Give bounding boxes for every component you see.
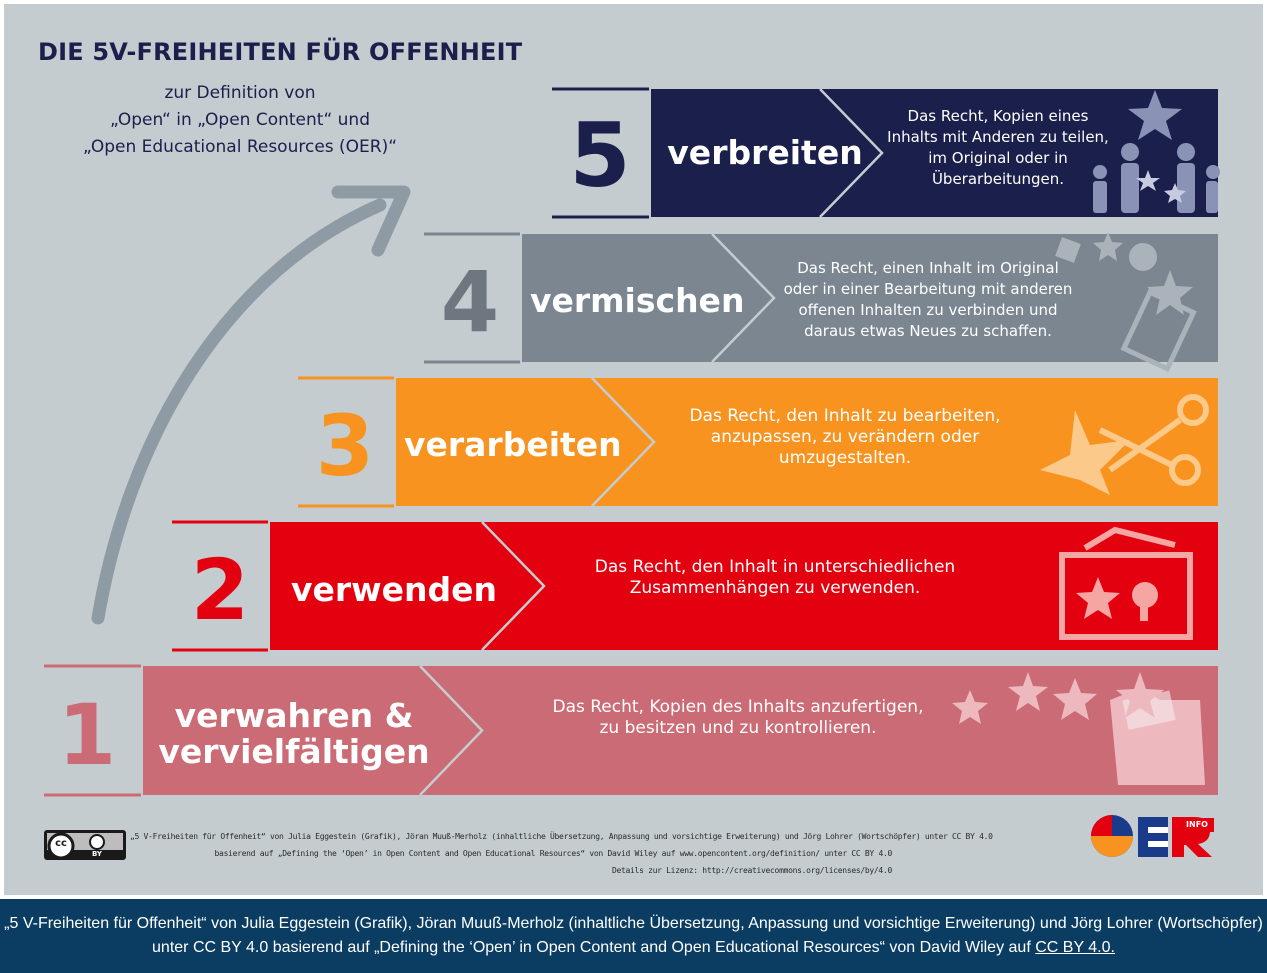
- cc-badge-by-text: BY: [91, 850, 103, 858]
- credit-line: „5 V-Freiheiten für Offenheit“ von Julia Eggestein (Grafik), Jöran Muuß-Merholz (inhaltliche Übersetzung, Anpassung und vorsichtige Erweiterung) und Jörg Lohrer (Wortschöpfer) unter CC BY 4.0: [130, 832, 993, 841]
- level-2-label-line: verwenden: [290, 570, 498, 609]
- level-1-number: 1: [57, 686, 117, 784]
- level-3-label-line: verarbeiten: [404, 425, 622, 464]
- level-3-label: [404, 425, 622, 464]
- credit-line: basierend auf „Defining the ‘Open’ in Open Content and Open Educational Resources“ von David Wiley auf www.opencontent.org/definition/ unter CC BY 4.0: [214, 849, 892, 858]
- level-1-label: [148, 698, 440, 770]
- level-2-description-line: Das Recht, den Inhalt in unterschiedlichen: [594, 557, 956, 577]
- level-2-description-line: Zusammenhängen zu verwenden.: [629, 578, 921, 598]
- level-1-label-line: verwahren &: [174, 696, 414, 735]
- level-4-description-line: oder in einer Bearbeitung mit anderen: [783, 280, 1073, 298]
- cc-badge-cc-text: cc: [55, 838, 67, 849]
- credit-text: [130, 828, 993, 879]
- level-5-description-line: Das Recht, Kopien eines: [907, 107, 1089, 125]
- level-1-description: [512, 697, 964, 739]
- level-4-label: [530, 281, 745, 320]
- oer-logo-tag: INFO: [1186, 820, 1208, 829]
- level-3-description-line: umzugestalten.: [778, 448, 912, 468]
- level-1-description-line: zu besitzen und zu kontrollieren.: [599, 718, 877, 738]
- level-5-number: 5: [569, 104, 631, 207]
- caption-text: „5 V-Freiheiten für Offenheit“ von Julia Eggestein (Grafik), Jöran Muuß-Merholz (inhaltliche Übersetzung, Anpassung und vorsichtige Erweiterung) und Jörg Lohrer (Wortschöpfer) unter CC BY 4.0 basierend auf „Defining the ‘Open’ in Open Content and Open Educational Resources“ von David Wiley auf: [4, 915, 1263, 956]
- subtitle-line: zur Definition von: [164, 83, 316, 103]
- level-3-description-line: Das Recht, den Inhalt zu bearbeiten,: [689, 406, 1001, 426]
- page-title: DIE 5V-FREIHEITEN FÜR OFFENHEIT: [38, 38, 523, 66]
- level-5-description: [878, 106, 1118, 190]
- level-4-description-line: Das Recht, einen Inhalt im Original: [797, 259, 1059, 277]
- level-5-description-line: Inhalts mit Anderen zu teilen,: [887, 128, 1109, 146]
- level-3-description-line: anzupassen, zu verändern oder: [710, 427, 980, 447]
- level-4-description: [768, 258, 1088, 342]
- subtitle: [60, 80, 420, 161]
- license-link[interactable]: CC BY 4.0.: [1035, 939, 1115, 956]
- level-5-label: [660, 135, 870, 171]
- level-2-label: [280, 572, 508, 608]
- caption-bar: [0, 899, 1267, 973]
- level-5-description-line: Überarbeitungen.: [931, 170, 1065, 188]
- level-4-number: 4: [440, 253, 500, 351]
- level-5-description-line: im Original oder in: [928, 149, 1068, 167]
- level-3-number: 3: [315, 397, 375, 495]
- oer-logo-text: [1200, 812, 1201, 813]
- level-2-description: [570, 557, 980, 599]
- level-2-number: 2: [190, 541, 250, 639]
- level-4-label-line: vermischen: [530, 281, 745, 320]
- credit-line: Details zur Lizenz: http://creativecommons.org/licenses/by/4.0: [611, 866, 892, 875]
- level-5-label-line: verbreiten: [667, 133, 863, 172]
- level-3-description: [660, 406, 1030, 469]
- level-1-label-line: vervielfältigen: [158, 732, 430, 771]
- level-4-description-line: daraus etwas Neues zu schaffen.: [804, 322, 1052, 340]
- level-1-description-line: Das Recht, Kopien des Inhalts anzufertigen,: [552, 697, 924, 717]
- subtitle-line: „Open Educational Resources (OER)“: [82, 137, 398, 157]
- level-4-description-line: offenen Inhalten zu verbinden und: [798, 301, 1058, 319]
- subtitle-line: „Open“ in „Open Content“ und: [109, 110, 370, 130]
